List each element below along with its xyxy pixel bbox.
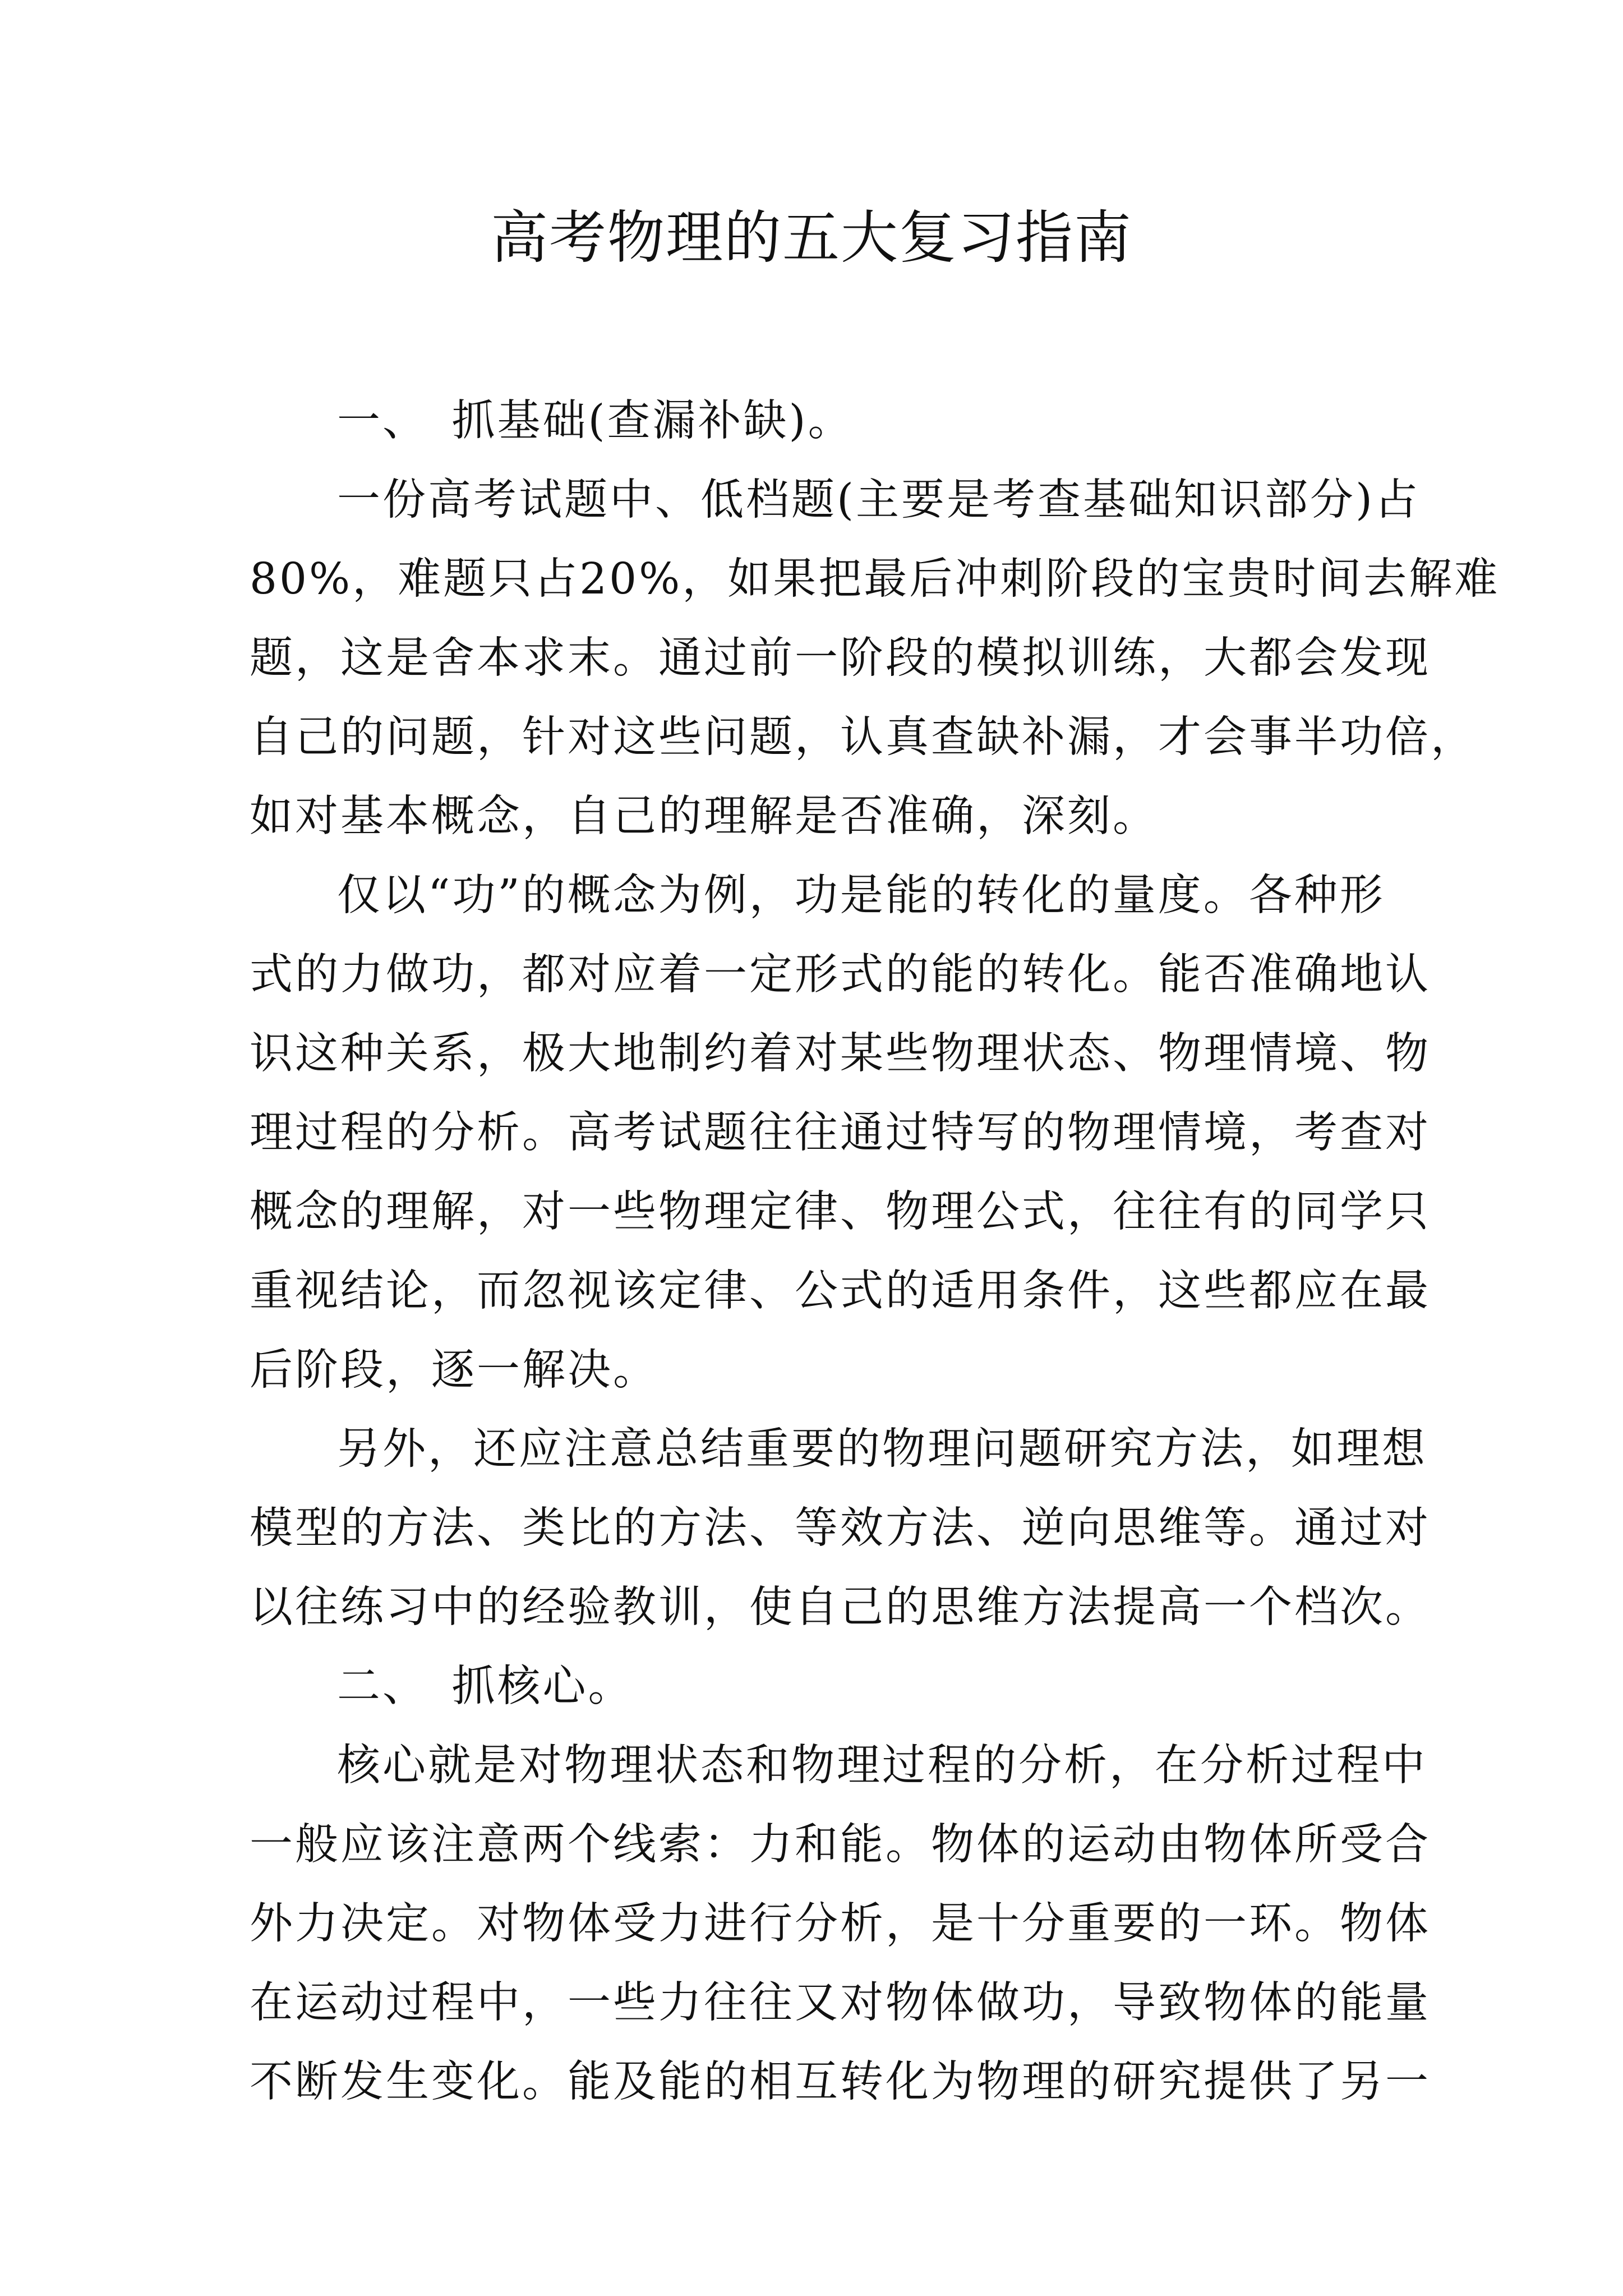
text-line: 在运动过程中，一些力往往又对物体做功，导致物体的能量	[250, 1978, 1431, 2028]
text-line: 模型的方法、类比的方法、等效方法、逆向思维等。通过对	[250, 1503, 1431, 1553]
text-line: 核心就是对物理状态和物理过程的分析，在分析过程中	[337, 1741, 1427, 1791]
text-line: 识这种关系，极大地制约着对某些物理状态、物理情境、物	[250, 1029, 1431, 1079]
document-title: 高考物理的五大复习指南	[491, 205, 1132, 272]
text-line: 80%，难题只占20%，如果把最后冲刺阶段的宝贵时间去解难	[250, 554, 1500, 604]
paragraph-1	[250, 461, 1500, 856]
section-heading-2	[250, 1647, 1394, 1726]
text-line: 理过程的分析。高考试题往往通过特写的物理情境，考查对	[250, 1108, 1431, 1158]
text-line: 重视结论，而忽视该定律、公式的适用条件，这些都应在最	[250, 1266, 1431, 1316]
text-line: 概念的理解，对一些物理定律、物理公式，往往有的同学只	[250, 1187, 1431, 1237]
text-line: 一般应该注意两个线索：力和能。物体的运动由物体所受合	[250, 1820, 1431, 1870]
text-line: 自己的问题，针对这些问题，认真查缺补漏，才会事半功倍，	[250, 712, 1476, 762]
text-line: 一份高考试题中、低档题(主要是考查基础知识部分)占	[337, 475, 1421, 525]
paragraph-2	[250, 856, 1431, 1410]
text-line: 如对基本概念，自己的理解是否准确，深刻。	[250, 792, 1158, 841]
paragraph-3	[250, 1410, 1431, 1647]
text-line: 仅以“功”的概念为例，功是能的转化的量度。各种形	[337, 871, 1385, 921]
text-line: 题，这是舍本求末。通过前一阶段的模拟训练，大都会发现	[250, 633, 1431, 683]
document-body	[250, 381, 1500, 2122]
text-line: 外力决定。对物体受力进行分析，是十分重要的一环。物体	[250, 1899, 1431, 1949]
text-line: 以往练习中的经验教训，使自己的思维方法提高一个档次。	[250, 1582, 1431, 1632]
text-line: 一、 抓基础(查漏补缺)。	[337, 396, 854, 446]
text-line: 另外，还应注意总结重要的物理问题研究方法，如理想	[337, 1424, 1427, 1474]
text-line: 二、 抓核心。	[337, 1662, 634, 1711]
text-line: 不断发生变化。能及能的相互转化为物理的研究提供了另一	[250, 2057, 1431, 2107]
paragraph-4	[250, 1726, 1431, 2122]
text-line: 后阶段，逐一解决。	[250, 1345, 658, 1395]
text-line: 式的力做功，都对应着一定形式的能的转化。能否准确地认	[250, 950, 1431, 1000]
section-heading-1	[250, 381, 1394, 461]
